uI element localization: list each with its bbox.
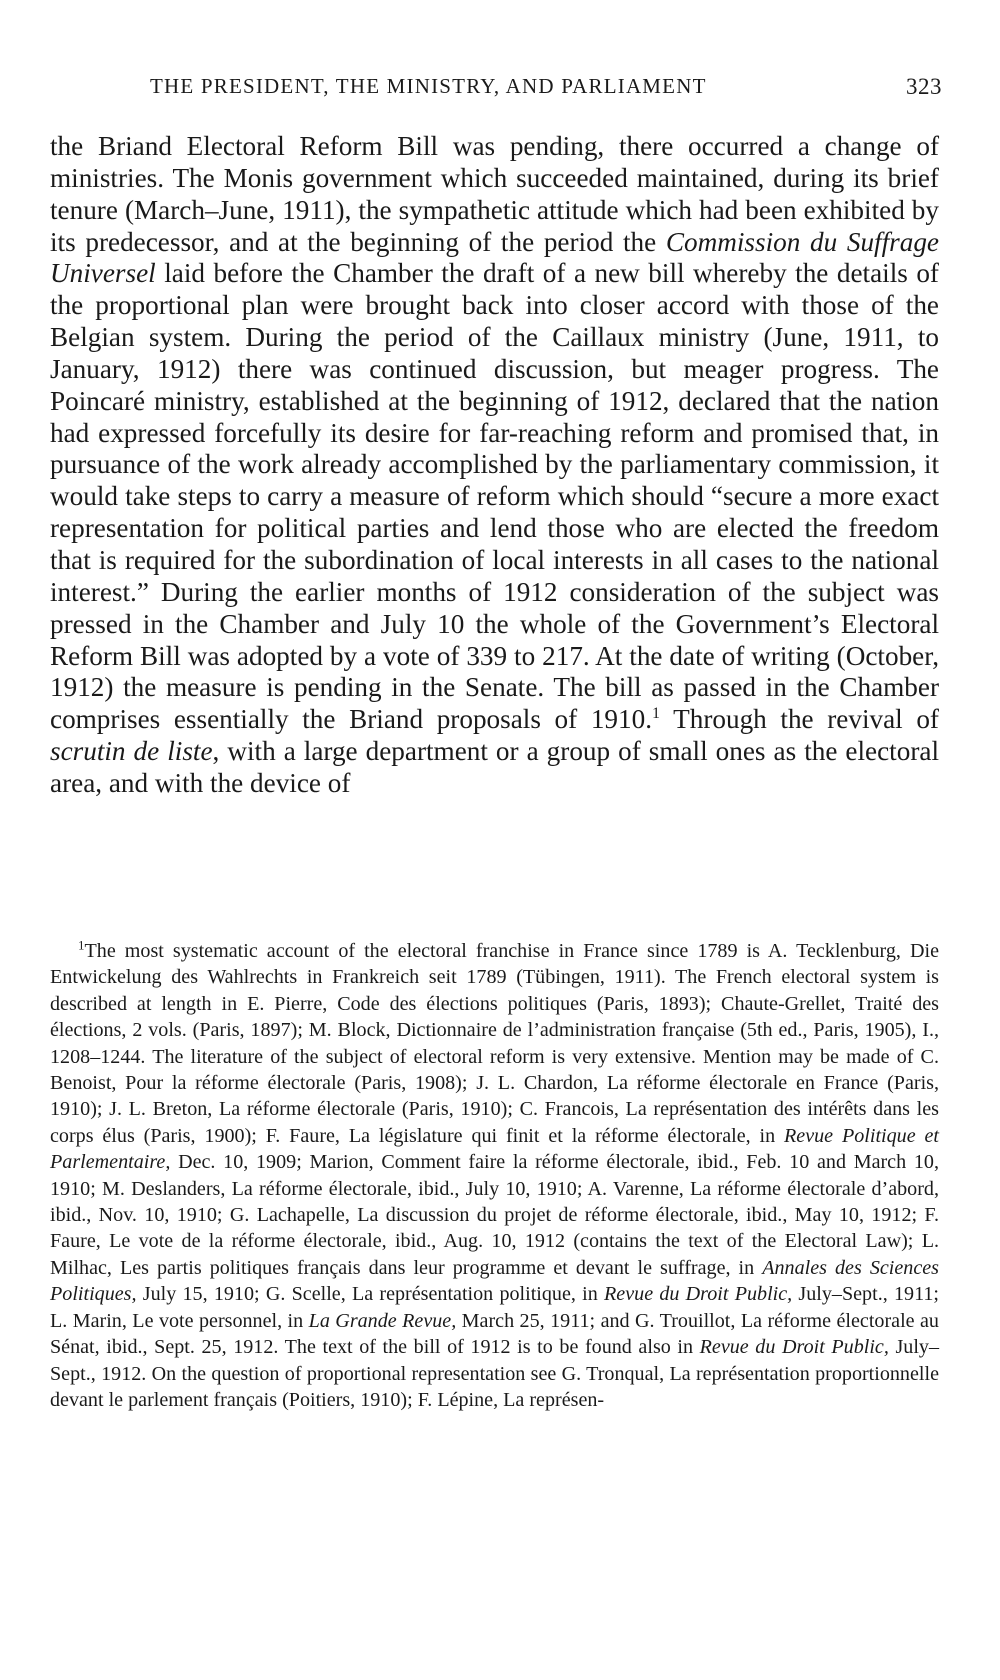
footnote-text: Dec. 10, 1909; Marion, Comment faire la réforme électorale, ibid., Feb. 10 and March 10, 1910; M. Deslanders, La réforme électorale, ibid., July 10, 1910; A. Varenne, La réforme électorale d’abord, ibid., Nov. 10, 1910; G. Lachapelle, La discussion du projet de réforme électorale, ibid., May 10, 1912; F. Faure, Le vote de la réforme électorale, ibid., Aug. 10, 1912 (contains the text of the Electoral Law); L. Milhac, Les partis politiques français dans leur programme et devant le suffrage, in [50,1151,939,1279]
footnote-text: July 15, 1910; G. Scelle, La représentation politique, in [136,1283,605,1306]
footnote-text: March 25, 1911; and G. Trouillot, La réforme électorale au Sénat, ibid., Sept. 25, 1912. The text of the bill of 1912 is to be found also in [50,1309,939,1359]
footnote-italic: Annales des Sciences Politiques, [50,1256,939,1306]
footnote-text: July–Sept., 1912. On the question of proportional representation see G. Tronqual, La représentation proportionnelle devant le parlement français (Poitiers, 1910); F. Lépine, La représen- [50,1336,939,1411]
footnote-italic: Revue du Droit Public, [604,1283,793,1306]
body-text-segment: laid before the Chamber the draft of a new bill whereby the details of the proportional plan were brought back into closer accord with those of the Belgian system. During the period of the Caillaux ministry (June, 1911, to January, 1912) there was continued discussion, but meager progress. The Poincaré ministry, established at the beginning of 1912, declared that the nation had expressed forcefully its desire for far-reaching reform and promised that, in pursuance of the work already accomplished by the parliamentary commission, it would take steps to carry a measure of reform which should “secure a more exact representation for political parties and lend those who are elected the freedom that is required for the subordination of local interests in all cases to the national interest.” During the earlier months of 1912 consideration of the subject was pressed in the Chamber and July 10 the whole of the Government’s Electoral Reform Bill was adopted by a vote of 339 to 217. At the date of writing (October, 1912) the measure is pending in the Senate. The bill as passed in the Chamber comprises essentially the Briand proposals of 1910. [50,258,939,735]
footnote-italic: Revue Politique et Parlementaire, [50,1124,939,1174]
footnote-paragraph [50,938,939,1413]
running-head [150,74,940,99]
italic-term: scrutin de liste [50,736,213,767]
footnote-text: July–Sept., 1911; L. Marin, Le vote personnel, in [50,1283,939,1332]
page-number: 323 [906,74,942,99]
running-head-title: THE PRESIDENT, THE MINISTRY, AND PARLIAMENT [150,74,707,98]
body-paragraph [50,131,939,800]
footnote-reference: 1 [652,705,660,723]
body-text-segment: Through the revival of [660,704,939,735]
italic-term: Commission du Suffrage Universel [50,226,939,289]
body-text [50,131,939,800]
book-page [50,0,950,1680]
footnote-italic: Revue du Droit Public, [699,1336,889,1359]
body-text-segment: , with a large department or a group of small ones as the electoral area, and with the device of [50,736,939,798]
footnote-text: The most systematic account of the electoral franchise in France since 1789 is A. Tecklenburg, Die Entwickelung des Wahlrechts in Frankreich seit 1789 (Tübingen, 1911). The French electoral system is described at length in E. Pierre, Code des élections politiques (Paris, 1893); Chaute-Grellet, Traité des élections, 2 vols. (Paris, 1897); M. Block, Dictionnaire de l’administration française (5th ed., Paris, 1905), I., 1208–1244. The literature of the subject of electoral reform is very extensive. Mention may be made of C. Benoist, Pour la réforme électorale (Paris, 1908); J. L. Chardon, La réforme électorale en France (Paris, 1910); J. L. Breton, La réforme électorale (Paris, 1910); C. Francois, La représentation des intérêts dans les corps élus (Paris, 1900); F. Faure, La législature qui finit et la réforme électorale, in [50,940,939,1147]
footnote-marker: 1 [78,937,85,953]
body-text-segment: the Briand Electoral Reform Bill was pending, there occurred a change of ministries. The Monis government which succeeded maintained, during its brief tenure (March–June, 1911), the sympathetic attitude which had been exhibited by its predecessor, and at the beginning of the period the [50,131,939,257]
footnote-italic: La Grande Revue, [308,1309,457,1332]
footnote [50,938,939,1413]
